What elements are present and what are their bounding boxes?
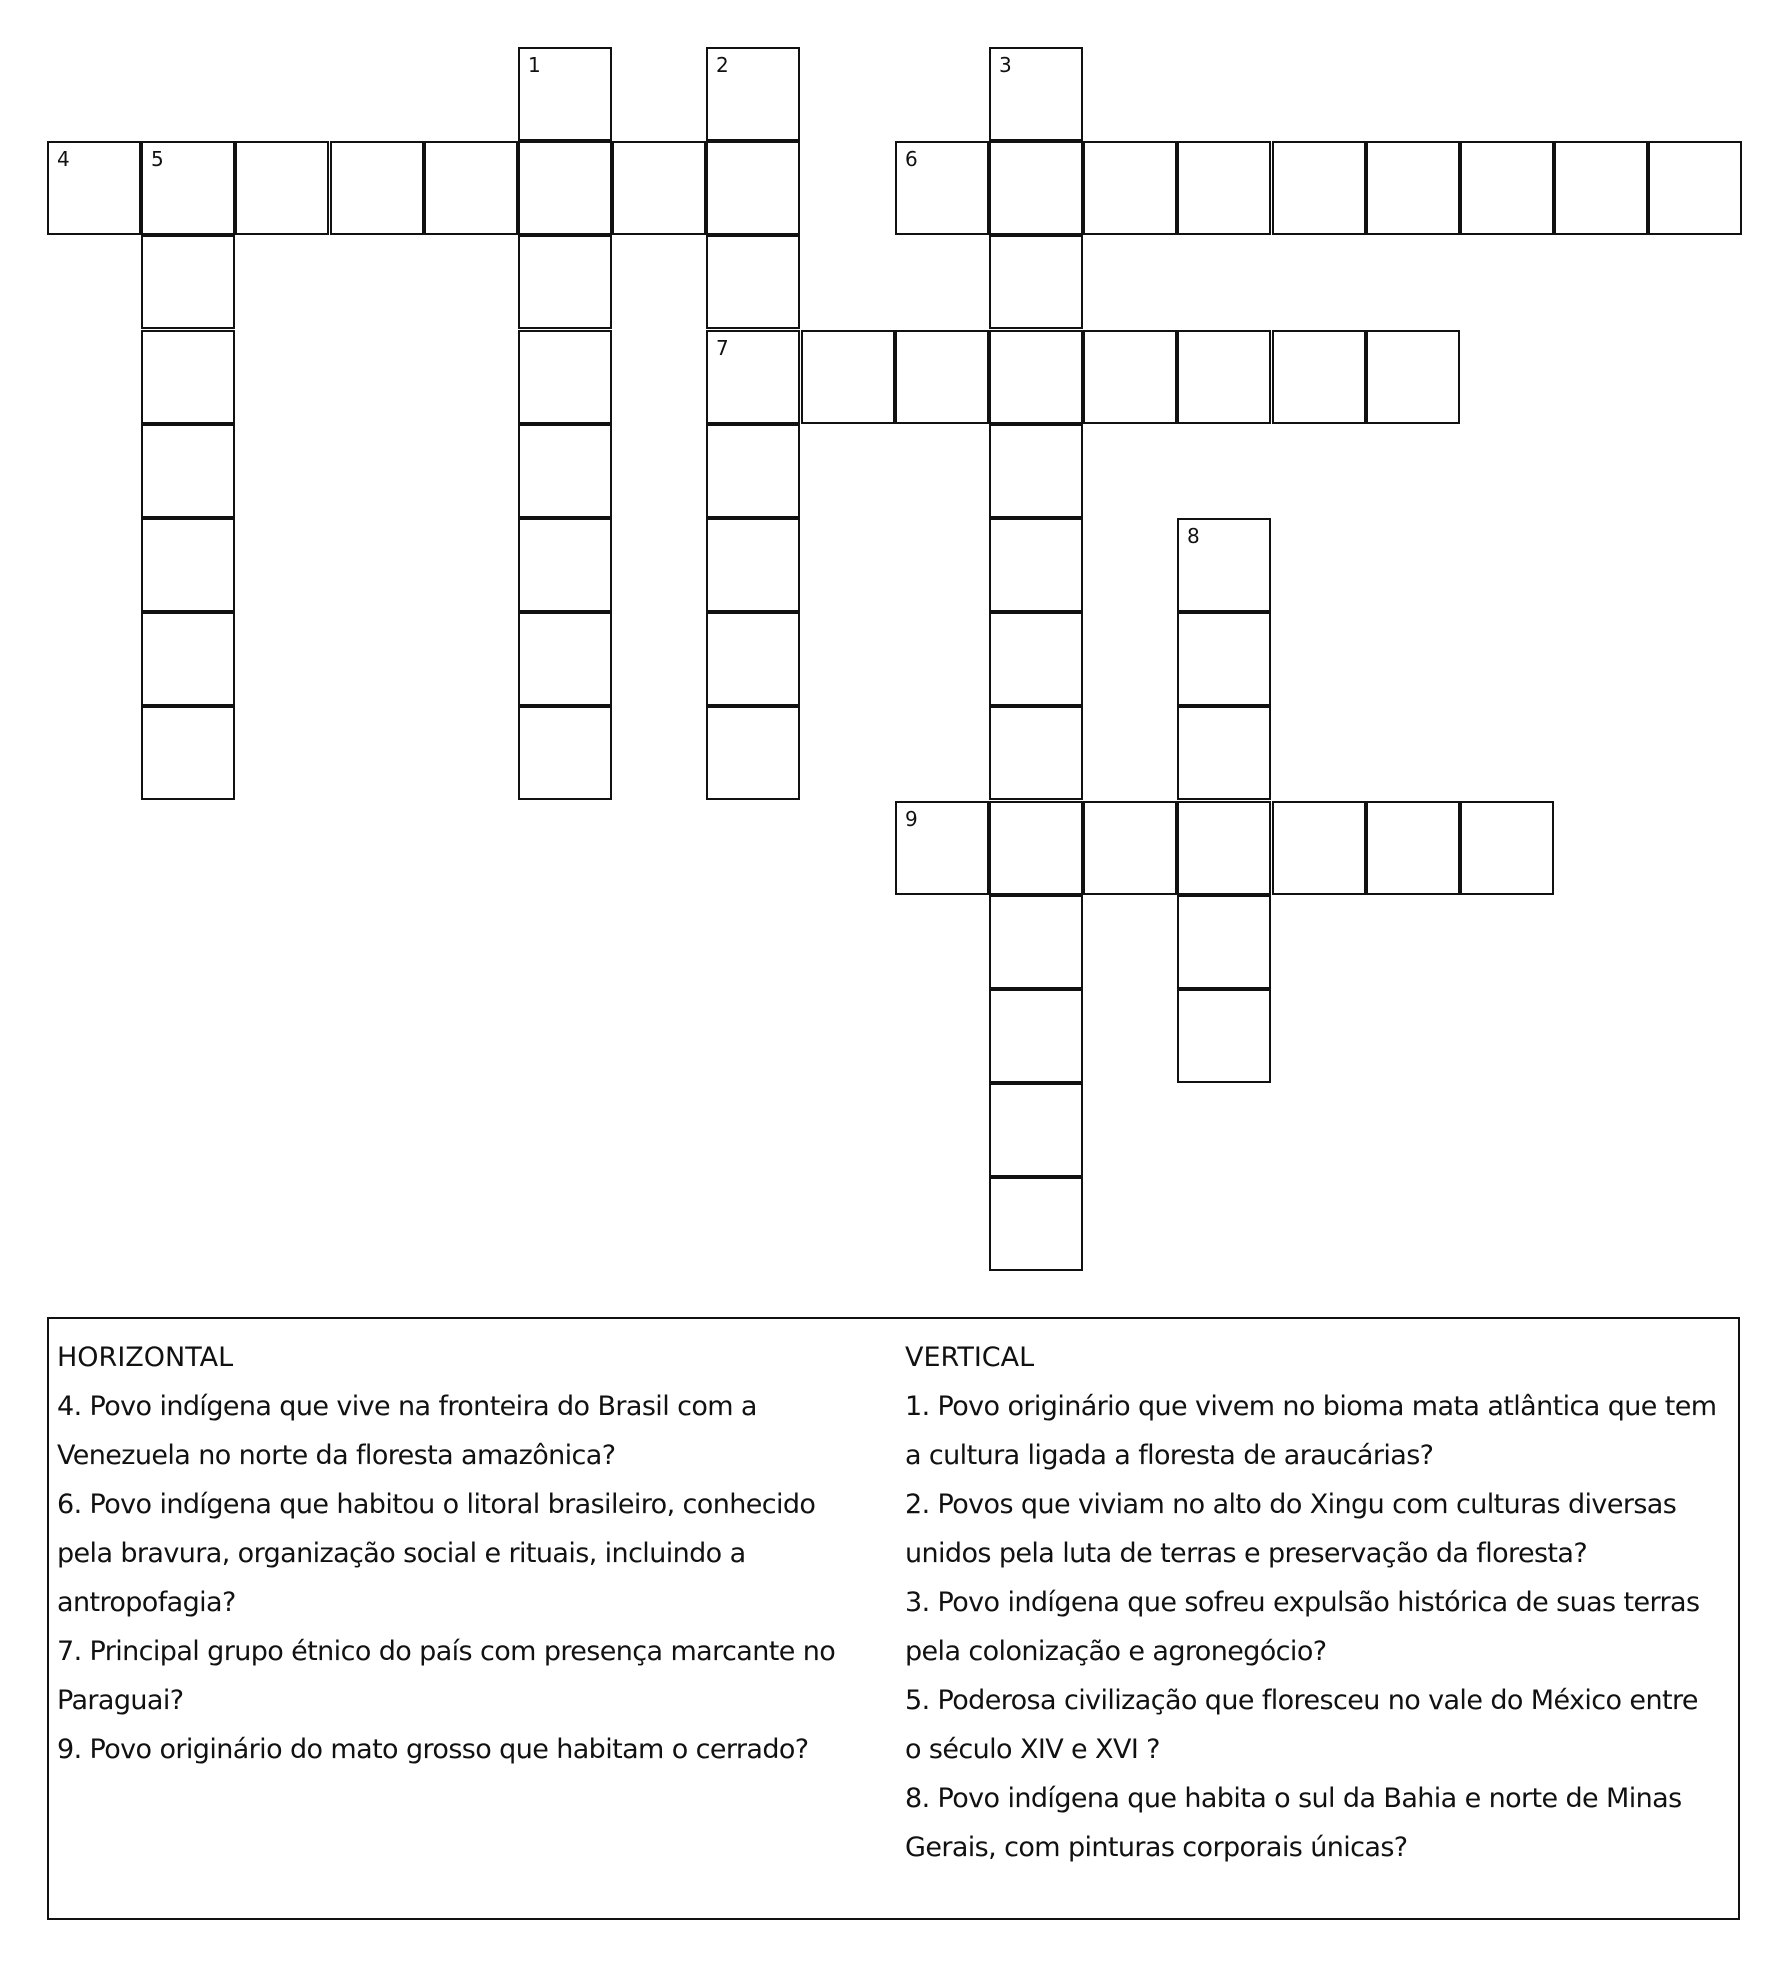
- clue-line: a cultura ligada a floresta de araucárias?: [905, 1440, 1434, 1471]
- crossword-cell[interactable]: [518, 141, 612, 235]
- horizontal-clues: [57, 1333, 897, 1774]
- crossword-cell[interactable]: [141, 141, 235, 235]
- crossword-cell[interactable]: [1366, 330, 1460, 424]
- vertical-title: VERTICAL: [905, 1342, 1035, 1373]
- crossword-cell[interactable]: [895, 141, 989, 235]
- crossword-cell[interactable]: [1083, 141, 1177, 235]
- crossword-cell[interactable]: [989, 989, 1083, 1083]
- clue-number: 3: [999, 53, 1012, 77]
- clue-line: 6. Povo indígena que habitou o litoral brasileiro, conhecido: [57, 1489, 816, 1520]
- crossword-cell[interactable]: [989, 1083, 1083, 1177]
- crossword-cell[interactable]: [518, 424, 612, 518]
- crossword-cell[interactable]: [1177, 141, 1271, 235]
- clue-line: 5. Poderosa civilização que floresceu no vale do México entre: [905, 1685, 1698, 1716]
- clue-line: 1. Povo originário que vivem no bioma mata atlântica que tem: [905, 1391, 1717, 1422]
- clue-number: 8: [1187, 524, 1200, 548]
- clue-number: 1: [528, 53, 541, 77]
- crossword-cell[interactable]: [1272, 801, 1366, 895]
- crossword-cell[interactable]: [706, 141, 800, 235]
- crossword-cell[interactable]: [235, 141, 329, 235]
- crossword-cell[interactable]: [518, 612, 612, 706]
- clue-line: 3. Povo indígena que sofreu expulsão histórica de suas terras: [905, 1587, 1700, 1618]
- crossword-cell[interactable]: [141, 424, 235, 518]
- crossword-cell[interactable]: [989, 47, 1083, 141]
- clue-line: 2. Povos que viviam no alto do Xingu com culturas diversas: [905, 1489, 1677, 1520]
- crossword-cell[interactable]: [518, 518, 612, 612]
- clue-line: pela bravura, organização social e rituais, incluindo a: [57, 1538, 746, 1569]
- clues-box: [47, 1317, 1740, 1920]
- crossword-cell[interactable]: [1366, 801, 1460, 895]
- crossword-cell[interactable]: [989, 141, 1083, 235]
- crossword-cell[interactable]: [706, 424, 800, 518]
- crossword-cell[interactable]: [1272, 141, 1366, 235]
- clue-line: 7. Principal grupo étnico do país com presença marcante no: [57, 1636, 836, 1667]
- horizontal-title: HORIZONTAL: [57, 1342, 234, 1373]
- crossword-cell[interactable]: [518, 706, 612, 800]
- clue-number: 2: [716, 53, 729, 77]
- clue-number: 4: [57, 147, 70, 171]
- crossword-cell[interactable]: [1083, 330, 1177, 424]
- crossword-cell[interactable]: [706, 612, 800, 706]
- crossword-cell[interactable]: [1648, 141, 1742, 235]
- crossword-cell[interactable]: [47, 141, 141, 235]
- crossword-cell[interactable]: [141, 235, 235, 329]
- crossword-cell[interactable]: [706, 518, 800, 612]
- clue-line: 8. Povo indígena que habita o sul da Bahia e norte de Minas: [905, 1783, 1682, 1814]
- crossword-cell[interactable]: [141, 330, 235, 424]
- crossword-cell[interactable]: [989, 1177, 1083, 1271]
- crossword-cell[interactable]: [1177, 706, 1271, 800]
- crossword-cell[interactable]: [1177, 801, 1271, 895]
- crossword-cell[interactable]: [1460, 801, 1554, 895]
- clue-number: 9: [905, 807, 918, 831]
- crossword-cell[interactable]: [895, 330, 989, 424]
- crossword-cell[interactable]: [989, 706, 1083, 800]
- clue-line: unidos pela luta de terras e preservação da floresta?: [905, 1538, 1588, 1569]
- crossword-cell[interactable]: [1177, 989, 1271, 1083]
- crossword-cell[interactable]: [989, 895, 1083, 989]
- crossword-cell[interactable]: [706, 706, 800, 800]
- clue-line: antropofagia?: [57, 1587, 236, 1618]
- crossword-cell[interactable]: [141, 518, 235, 612]
- crossword-cell[interactable]: [801, 330, 895, 424]
- crossword-cell[interactable]: [330, 141, 424, 235]
- clue-line: pela colonização e agronegócio?: [905, 1636, 1327, 1667]
- crossword-cell[interactable]: [895, 801, 989, 895]
- clue-line: Venezuela no norte da floresta amazônica?: [57, 1440, 616, 1471]
- crossword-cell[interactable]: [1554, 141, 1648, 235]
- crossword-cell[interactable]: [1177, 330, 1271, 424]
- crossword-cell[interactable]: [706, 47, 800, 141]
- crossword-cell[interactable]: [1083, 801, 1177, 895]
- clue-number: 6: [905, 147, 918, 171]
- clue-line: Paraguai?: [57, 1685, 184, 1716]
- crossword-cell[interactable]: [1177, 895, 1271, 989]
- crossword-cell[interactable]: [1177, 612, 1271, 706]
- crossword-cell[interactable]: [612, 141, 706, 235]
- clue-number: 5: [151, 147, 164, 171]
- crossword-cell[interactable]: [1460, 141, 1554, 235]
- clue-line: o século XIV e XVI ?: [905, 1734, 1160, 1765]
- clue-line: 4. Povo indígena que vive na fronteira do Brasil com a: [57, 1391, 757, 1422]
- crossword-cell[interactable]: [1177, 518, 1271, 612]
- crossword-cell[interactable]: [518, 330, 612, 424]
- crossword-cell[interactable]: [989, 801, 1083, 895]
- crossword-cell[interactable]: [141, 706, 235, 800]
- clue-line: Gerais, com pinturas corporais únicas?: [905, 1832, 1408, 1863]
- crossword-cell[interactable]: [518, 47, 612, 141]
- crossword-cell[interactable]: [989, 612, 1083, 706]
- vertical-clues: [905, 1333, 1735, 1872]
- crossword-cell[interactable]: [141, 612, 235, 706]
- crossword-cell[interactable]: [706, 235, 800, 329]
- crossword-cell[interactable]: [1272, 330, 1366, 424]
- clue-number: 7: [716, 336, 729, 360]
- crossword-cell[interactable]: [989, 518, 1083, 612]
- crossword-cell[interactable]: [424, 141, 518, 235]
- crossword-cell[interactable]: [989, 330, 1083, 424]
- clue-line: 9. Povo originário do mato grosso que habitam o cerrado?: [57, 1734, 809, 1765]
- crossword-cell[interactable]: [989, 424, 1083, 518]
- crossword-cell[interactable]: [989, 235, 1083, 329]
- crossword-cell[interactable]: [518, 235, 612, 329]
- crossword-cell[interactable]: [1366, 141, 1460, 235]
- crossword-cell[interactable]: [706, 330, 800, 424]
